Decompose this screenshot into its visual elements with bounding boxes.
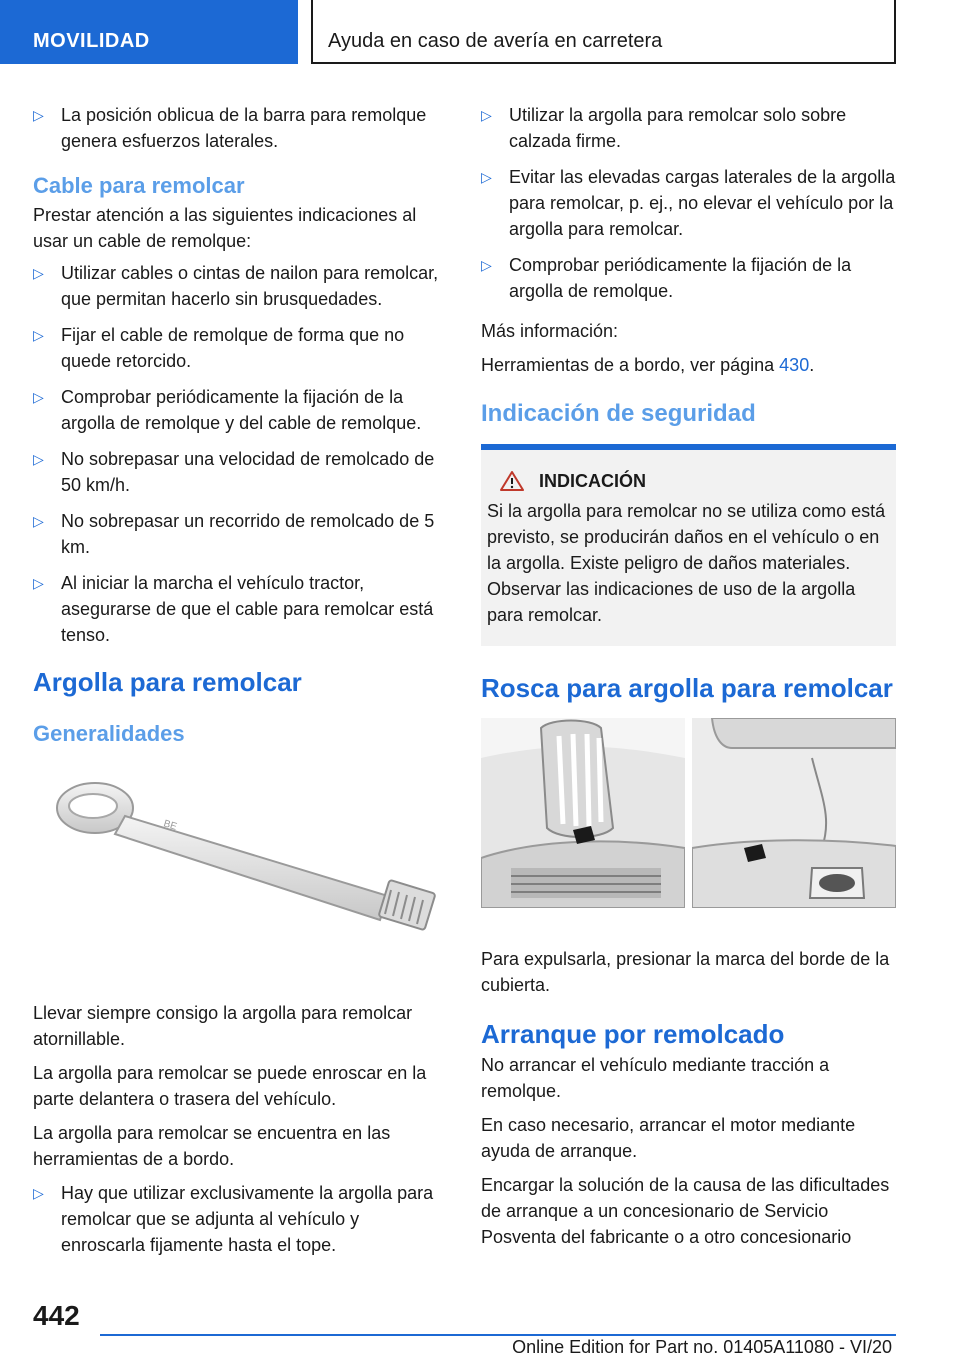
list-item: ▷ Hay que utilizar exclusivamente la argolla para remolcar que se adjunta al vehículo y enroscarla fijamente hasta el tope. [33,1180,448,1258]
list-item: ▷ Comprobar periódicamente la fijación de la argolla de remolque. [481,252,896,304]
right-column [481,102,896,1250]
list-item: ▷ La posición oblicua de la barra para remolque genera esfuerzos laterales. [33,102,448,154]
section-tab [0,0,298,64]
notice-block [481,444,896,646]
tow-eye-illustration [33,768,448,998]
cable-bullet-list [33,260,448,648]
cable-heading: Cable para remolcar [33,173,245,198]
triangle-bullet-icon: ▷ [33,1185,44,1201]
argolla-heading: Argolla para remolcar [33,667,302,697]
arranque-paragraph-3: Encargar la solución de la causa de las dificultades de arranque a un concesionario de Servicio Posventa del fabricante o a otro concesionario [481,1175,890,1247]
triangle-bullet-icon: ▷ [481,169,492,185]
argolla-bullet-list [33,1180,448,1258]
rear-bumper-photo [692,718,897,908]
safety-heading: Indicación de seguridad [481,400,756,427]
argolla-paragraph-1: Llevar siempre consigo la argolla para remolcar atornillable. [33,1003,413,1049]
bumper-photos [481,718,896,908]
chapter-header [311,0,896,64]
triangle-bullet-icon: ▷ [481,107,492,123]
edition-note: Online Edition for Part no. 01405A11080 - VI/20 [512,1337,892,1357]
svg-text:BE: BE [162,818,179,833]
arranque-paragraph-2: En caso necesario, arrancar el motor mediante ayuda de arranque. [481,1115,856,1161]
tow-eye-image [33,768,448,968]
footer-rule [100,1334,896,1336]
argolla-paragraph-2: La argolla para remolcar se puede enroscar en la parte delantera o trasera del vehículo. [33,1063,427,1109]
bullet-list-top [33,102,448,154]
generalidades-heading: Generalidades [33,721,185,746]
list-item: ▷ Utilizar la argolla para remolcar solo sobre calzada firme. [481,102,896,154]
rosca-heading: Rosca para argolla para remolcar [481,673,893,703]
triangle-bullet-icon: ▷ [33,513,44,529]
list-item: ▷ Comprobar periódicamente la fijación de la argolla de remolque y del cable de remolque. [33,384,448,436]
triangle-bullet-icon: ▷ [33,265,44,281]
cross-reference: Herramientas de a bordo, ver página 430. [481,355,815,375]
arranque-paragraph-1: No arrancar el vehículo mediante tracción a remolque. [481,1055,830,1101]
argolla-paragraph-3: La argolla para remolcar se encuentra en las herramientas de a bordo. [33,1123,391,1169]
rosca-caption: Para expulsarla, presionar la marca del borde de la cubierta. [481,949,890,995]
page-reference-link[interactable]: 430 [779,355,810,375]
cable-intro: Prestar atención a las siguientes indicaciones al usar un cable de remolque: [33,205,417,251]
notice-header [487,468,888,494]
list-item: ▷ No sobrepasar un recorrido de remolcado de 5 km. [33,508,448,560]
triangle-bullet-icon: ▷ [481,257,492,273]
list-item: ▷ Utilizar cables o cintas de nailon para remolcar, que permitan hacerlo sin brusquedades. [33,260,448,312]
triangle-bullet-icon: ▷ [33,389,44,405]
arranque-heading: Arranque por remolcado [481,1019,785,1049]
list-item: ▷ Fijar el cable de remolque de forma que no quede retorcido. [33,322,448,374]
triangle-bullet-icon: ▷ [33,107,44,123]
warning-triangle-icon [499,470,525,492]
notice-box [481,450,896,646]
more-info-label: Más información: [481,321,619,341]
list-item: ▷ No sobrepasar una velocidad de remolcado de 50 km/h. [33,446,448,498]
list-item: ▷ Al iniciar la marcha el vehículo tractor, asegurarse de que el cable para remolcar está tenso. [33,570,448,648]
front-bumper-photo [481,718,686,908]
triangle-bullet-icon: ▷ [33,327,44,343]
notice-label: INDICACIÓN [539,471,646,491]
left-column [33,102,448,1268]
notice-text: Si la argolla para remolcar no se utiliza como está previsto, se producirán daños en el vehículo o en la argolla. Existe peligro de daños materiales. Observar las indicaciones de uso de la argolla para remolcar. [487,501,886,625]
argolla-usage-list [481,102,896,304]
list-item: ▷ Evitar las elevadas cargas laterales de la argolla para remolcar, p. ej., no elevar el vehículo por la argolla para remolcar. [481,164,896,242]
triangle-bullet-icon: ▷ [33,575,44,591]
section-label: MOVILIDAD [33,30,150,52]
triangle-bullet-icon: ▷ [33,451,44,467]
chapter-title: Ayuda en caso de avería en carretera [328,30,663,52]
page-number: 442 [33,1300,80,1331]
